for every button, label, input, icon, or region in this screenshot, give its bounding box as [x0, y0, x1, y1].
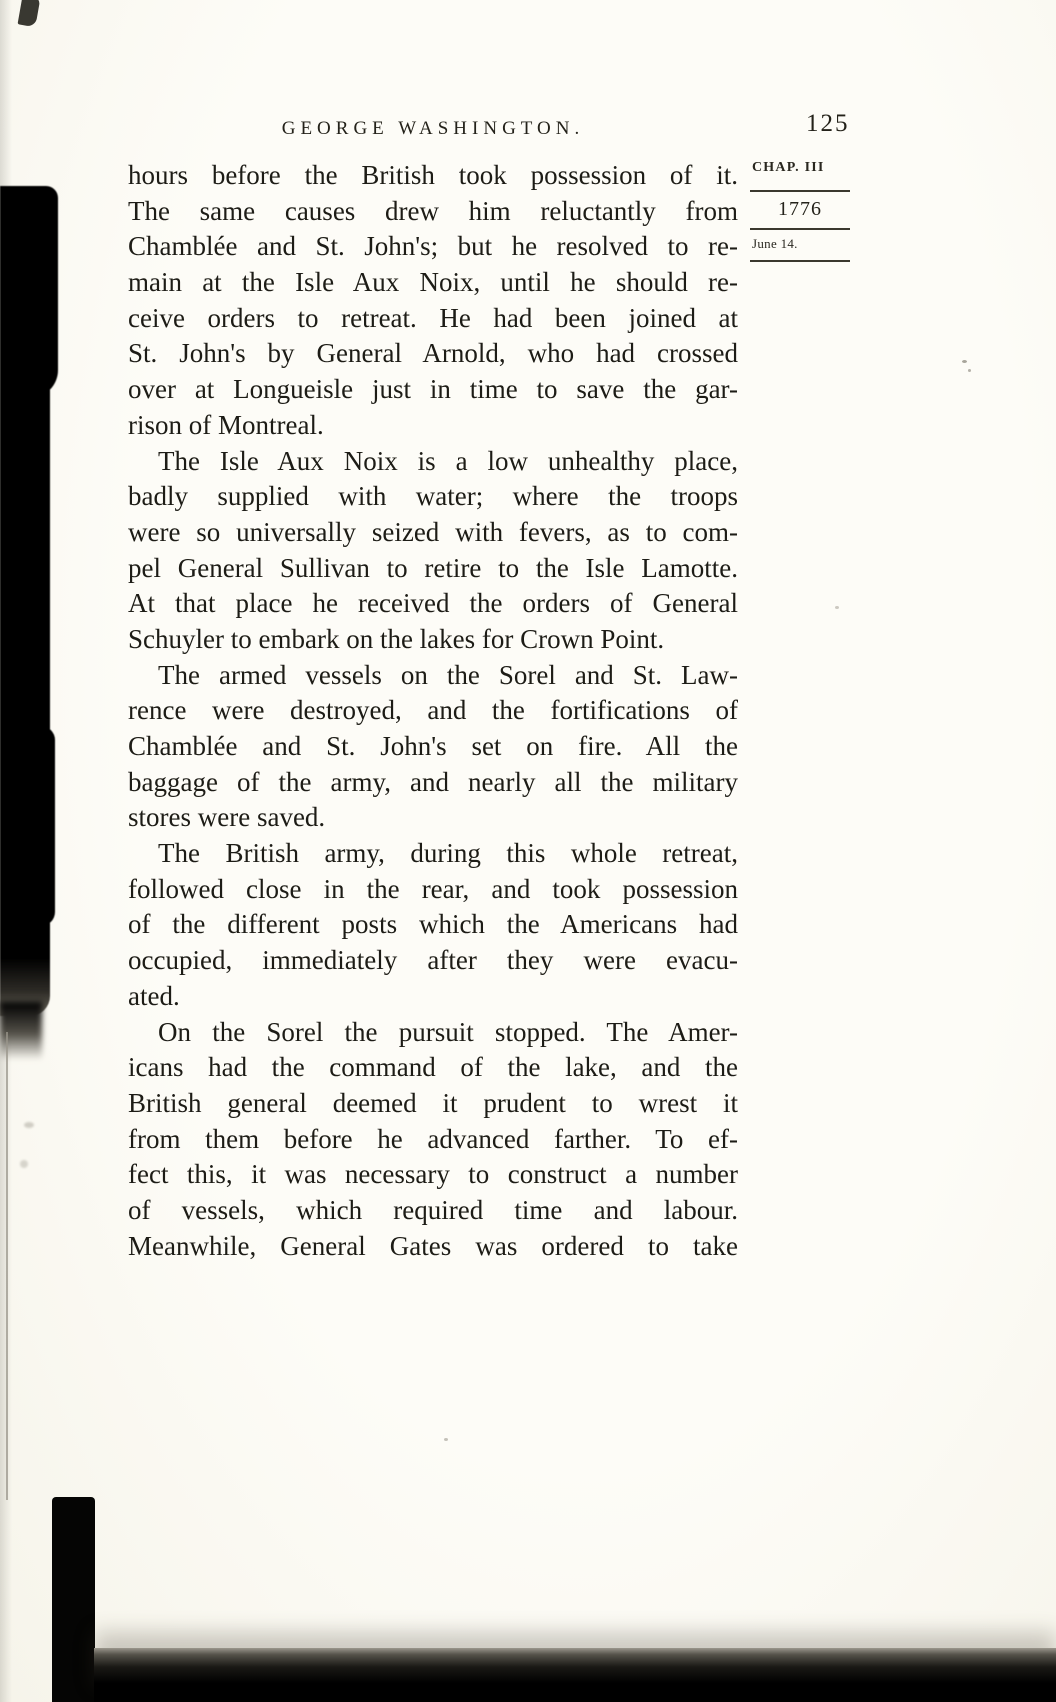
text-line: from them before he advanced farther. To ef- [128, 1123, 738, 1154]
text-line: of vessels, which required time and labour. [128, 1194, 738, 1225]
text-line: rison of Montreal. [128, 409, 324, 440]
scan-speck [962, 360, 967, 363]
text-line: rence were destroyed, and the fortifications of [128, 695, 738, 726]
scan-gutter-line [6, 1032, 8, 1500]
text-line: fect this, it was necessary to construct a number [128, 1159, 738, 1190]
text-line: Meanwhile, General Gates was ordered to take [128, 1230, 738, 1261]
text-line: stores were saved. [128, 802, 326, 833]
text-line: The armed vessels on the Sorel and St. Law- [158, 659, 738, 690]
text-line: British general deemed it prudent to wrest it [128, 1087, 738, 1118]
text-line: ceive orders to retreat. He had been joined at [128, 302, 738, 333]
date-label: June 14. [752, 236, 798, 251]
text-line: followed close in the rear, and took possession [128, 873, 738, 904]
scan-bottom-left-band [52, 1497, 95, 1702]
margin-rule [750, 260, 850, 262]
scan-speck [968, 369, 971, 372]
scan-speck [20, 1160, 28, 1168]
text-line: were so universally seized with fevers, as to com- [128, 516, 738, 547]
margin-notes [750, 160, 850, 262]
text-line: ated. [128, 980, 180, 1011]
running-header: GEORGE WASHINGTON. [281, 118, 585, 139]
text-line: occupied, immediately after they were evacu- [128, 945, 738, 976]
text-line: over at Longueisle just in time to save the gar- [128, 374, 738, 405]
margin-rule [750, 190, 850, 192]
text-line: The same causes drew him reluctantly from [128, 195, 738, 226]
text-line: The Isle Aux Noix is a low unhealthy place, [158, 445, 738, 476]
year-label: 1776 [778, 198, 822, 220]
text-line: badly supplied with water; where the troops [128, 481, 738, 512]
text-line: St. John's by General Arnold, who had crossed [128, 338, 738, 369]
chapter-label: CHAP. III [752, 160, 825, 175]
margin-rule [750, 228, 850, 230]
text-line: Chamblée and St. John's set on fire. All the [128, 731, 738, 761]
text-line: Chamblée and St. John's; but he resolved to re- [128, 231, 738, 262]
text-line: icans had the command of the lake, and the [128, 1052, 738, 1083]
page-number: 125 [806, 110, 850, 137]
scan-bottom-edge [94, 1648, 1056, 1702]
scan-corner-mark [18, 0, 41, 27]
scan-speck [835, 606, 839, 609]
text-line: pel General Sullivan to retire to the Isle Lamotte. [128, 552, 738, 583]
text-line: At that place he received the orders of General [128, 588, 738, 619]
text-block [128, 158, 738, 1264]
text-line: Schuyler to embark on the lakes for Crown Point. [128, 623, 665, 654]
text-line: The British army, during this whole retreat, [158, 838, 738, 869]
scan-gutter-shadow [0, 186, 50, 1016]
text-line: On the Sorel the pursuit stopped. The Amer- [158, 1016, 738, 1047]
text-line: main at the Isle Aux Noix, until he should re- [128, 267, 738, 298]
scan-speck [24, 1122, 34, 1128]
text-line: of the different posts which the Americans had [128, 909, 738, 940]
text-line: hours before the British took possession of it. [128, 160, 738, 190]
text-line: baggage of the army, and nearly all the military [128, 766, 738, 797]
scan-speck [444, 1438, 448, 1441]
